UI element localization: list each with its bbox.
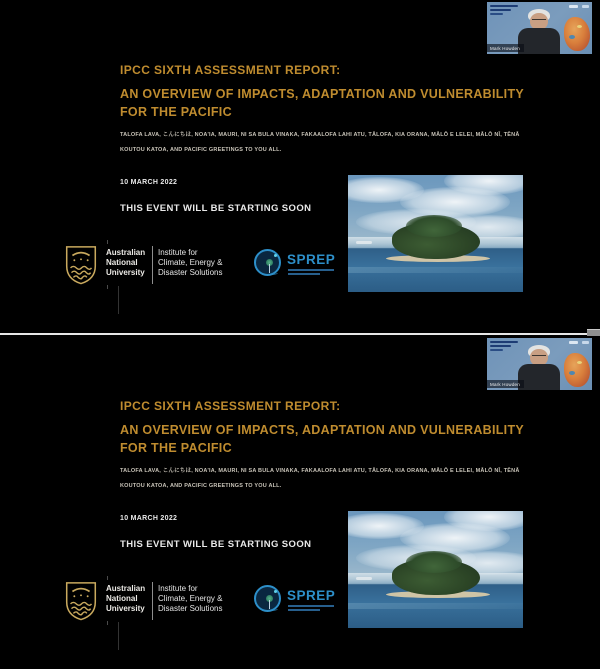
anu-shield-icon <box>64 581 98 621</box>
institute-line1: Institute for <box>158 248 198 257</box>
distant-islet <box>356 241 372 244</box>
sprep-tagline-line <box>288 605 334 607</box>
participant-name-label: Mark Howden <box>487 380 524 388</box>
participant-video-tile[interactable] <box>487 2 592 54</box>
wave-icon <box>261 607 278 611</box>
slide-date: 10 MARCH 2022 <box>120 179 178 186</box>
background-slide-text <box>490 341 518 353</box>
person-body <box>518 364 560 390</box>
status-message: THIS EVENT WILL BE STARTING SOON <box>120 539 312 550</box>
slide-title-line1: IPCC SIXTH ASSESSMENT REPORT: <box>120 399 341 413</box>
institute-line3: Disaster Solutions <box>158 604 223 613</box>
slide-title-line2: AN OVERVIEW OF IMPACTS, ADAPTATION AND VULNERABILITY FOR THE PACIFIC <box>120 87 524 119</box>
star-icon <box>274 590 277 593</box>
climate-map-graphic <box>564 353 590 387</box>
participant-video-tile[interactable] <box>487 338 592 390</box>
sprep-logo-icon <box>254 249 281 276</box>
distant-islet <box>356 577 372 580</box>
cursor-artifact <box>118 622 119 650</box>
palm-trees <box>406 551 462 573</box>
shared-screen-bottom <box>0 336 600 669</box>
background-slide-text <box>490 5 518 17</box>
crop-mark <box>107 576 108 580</box>
anu-line1: Australian <box>106 584 146 593</box>
island-photo <box>348 175 523 292</box>
institute-wordmark <box>158 584 222 614</box>
slide-title-line1: IPCC SIXTH ASSESSMENT REPORT: <box>120 63 341 77</box>
glasses-icon <box>532 19 546 23</box>
anu-line2: National <box>106 258 138 267</box>
anu-line1: Australian <box>106 248 146 257</box>
crop-mark <box>107 621 108 625</box>
split-line <box>0 333 600 335</box>
sprep-logo <box>254 248 354 282</box>
sprep-logo-icon <box>254 585 281 612</box>
sea-surface <box>348 603 523 609</box>
crop-mark <box>107 240 108 244</box>
anu-wordmark <box>106 248 145 278</box>
ipcc-logo-mark <box>582 5 589 8</box>
ipcc-logo-mark <box>582 341 589 344</box>
palm-trees <box>406 215 462 237</box>
logo-divider <box>152 246 153 284</box>
institute-line1: Institute for <box>158 584 198 593</box>
glasses-icon <box>532 355 546 359</box>
sea-surface <box>348 267 523 273</box>
person-body <box>518 28 560 54</box>
logo-divider <box>152 582 153 620</box>
cursor-artifact <box>118 286 119 314</box>
sprep-wordmark: SPREP <box>287 588 336 603</box>
logos-row <box>64 242 354 290</box>
climate-map-graphic <box>564 17 590 51</box>
anu-line3: University <box>106 268 145 277</box>
institute-wordmark <box>158 248 222 278</box>
slide-greetings: TALOFA LAVA, こんにちは, NOA'IA, MAURI, NI SA BULA VINAKA, FAKAALOFA LAHI ATU, TĀLOFA, KIA ORANA, MĀLŌ E LELEI, MĀLŌ NĪ, TĒNĀ KOUTOU KATOA, AND PACIFIC GREETINGS TO YOU ALL. <box>120 468 520 489</box>
sprep-wordmark: SPREP <box>287 252 336 267</box>
sprep-tagline-line <box>288 273 320 275</box>
person-avatar <box>518 345 560 390</box>
anu-wordmark <box>106 584 145 614</box>
institute-line2: Climate, Energy & <box>158 594 223 603</box>
participant-name-label: Mark Howden <box>487 44 524 52</box>
star-icon <box>274 254 277 257</box>
anu-line2: National <box>106 594 138 603</box>
institute-line3: Disaster Solutions <box>158 268 223 277</box>
anu-line3: University <box>106 604 145 613</box>
shared-screen-top <box>0 0 600 333</box>
sprep-tagline-line <box>288 609 320 611</box>
slide-greetings: TALOFA LAVA, こんにちは, NOA'IA, MAURI, NI SA BULA VINAKA, FAKAALOFA LAHI ATU, TĀLOFA, KIA ORANA, MĀLŌ E LELEI, MĀLŌ NĪ, TĒNĀ KOUTOU KATOA, AND PACIFIC GREETINGS TO YOU ALL. <box>120 132 520 153</box>
sprep-logo <box>254 584 354 618</box>
slide-date: 10 MARCH 2022 <box>120 515 178 522</box>
logos-row <box>64 578 354 626</box>
map-detail <box>577 361 582 364</box>
map-detail <box>569 371 575 375</box>
resize-handle[interactable] <box>587 329 600 336</box>
slide-title-line2: AN OVERVIEW OF IMPACTS, ADAPTATION AND VULNERABILITY FOR THE PACIFIC <box>120 423 524 455</box>
island-photo <box>348 511 523 628</box>
institute-line2: Climate, Energy & <box>158 258 223 267</box>
ipcc-logo-mark <box>569 341 578 344</box>
sprep-tagline-line <box>288 269 334 271</box>
ipcc-logo-mark <box>569 5 578 8</box>
anu-shield-icon <box>64 245 98 285</box>
map-detail <box>569 35 575 39</box>
status-message: THIS EVENT WILL BE STARTING SOON <box>120 203 312 214</box>
crop-mark <box>107 285 108 289</box>
map-detail <box>577 25 582 28</box>
wave-icon <box>261 271 278 275</box>
person-avatar <box>518 9 560 54</box>
